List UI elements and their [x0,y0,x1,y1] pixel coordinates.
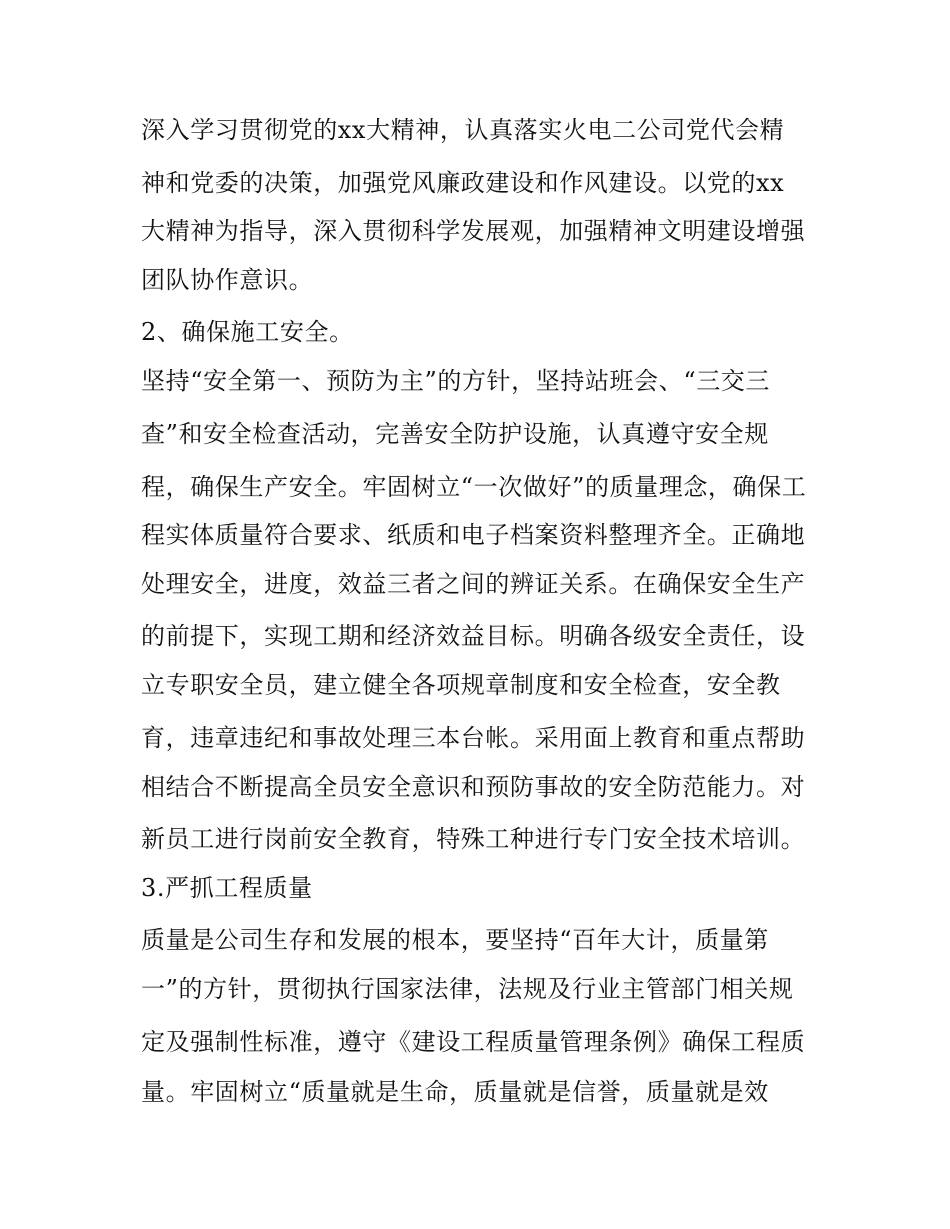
text-line: 量。牢固树立“质量就是生命，质量就是信誉，质量就是效 [141,1078,769,1106]
text-line: 相结合不断提高全员安全意识和预防事故的安全防范能力。对 [141,773,806,801]
text-line: 程实体质量符合要求、纸质和电子档案资料整理齐全。正确地 [141,521,806,549]
text-line: 育，违章违纪和事故处理三本台帐。采用面上教育和重点帮助 [141,724,806,752]
section-heading: 3.严抓工程质量 [141,874,313,902]
text-line: 坚持“安全第一、预防为主”的方针，坚持站班会、“三交三 [141,367,771,395]
text-line: 处理安全，进度，效益三者之间的辨证关系。在确保安全生产 [141,570,806,598]
text-line: 大精神为指导，深入贯彻科学发展观，加强精神文明建设增强 [141,217,806,245]
text-line: 团队协作意识。 [141,266,314,294]
text-line: 查”和安全检查活动，完善安全防护设施，认真遵守安全规 [141,420,769,448]
text-line: 深入学习贯彻党的xx大精神，认真落实火电二公司党代会精 [141,116,785,144]
text-line: 定及强制性标准，遵守《建设工程质量管理条例》确保工程质 [141,1028,806,1056]
text-line: 质量是公司生存和发展的根本，要坚持“百年大计，质量第 [141,926,769,954]
text-line: 一”的方针，贯彻执行国家法律，法规及行业主管部门相关规 [141,975,794,1003]
text-line: 的前提下，实现工期和经济效益目标。明确各级安全责任，设 [141,622,806,650]
text-line: 程，确保生产安全。牢固树立“一次做好”的质量理念，确保工 [141,473,807,501]
text-line: 新员工进行岗前安全教育，特殊工种进行专门安全技术培训。 [141,825,806,853]
section-heading: 2、确保施工安全。 [141,318,354,346]
text-line: 神和党委的决策，加强党风廉政建设和作风建设。以党的xx [141,169,785,197]
text-line: 立专职安全员，建立健全各项规章制度和安全检查，安全教 [141,671,781,699]
